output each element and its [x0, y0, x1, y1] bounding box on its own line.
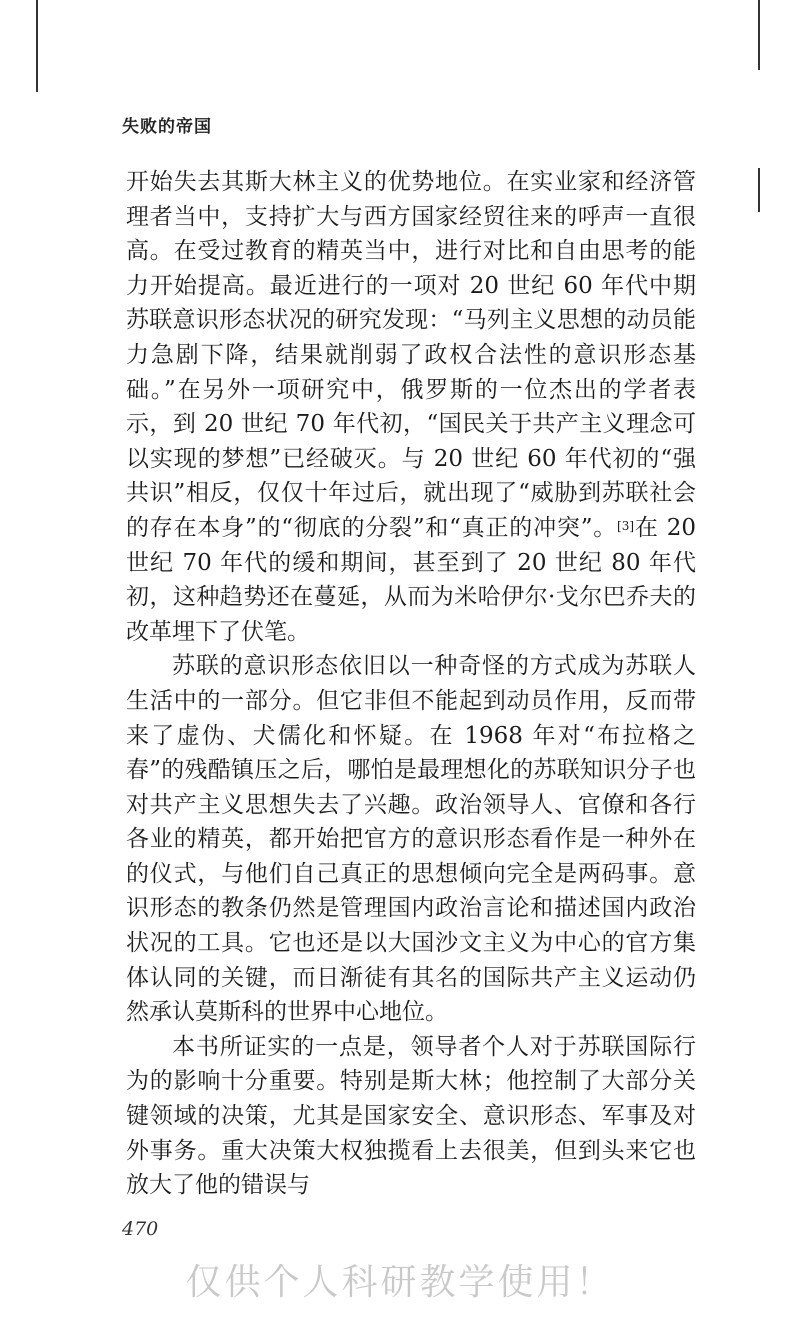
- scan-edge-mark-right-mid: [758, 168, 760, 212]
- footnote-marker[interactable]: [3]: [617, 518, 635, 533]
- paragraph-1: [126, 165, 696, 649]
- watermark-text: 仅供个人科研教学使用！: [185, 1262, 615, 1303]
- scan-edge-mark-left: [36, 0, 38, 92]
- paragraph-2: 苏联的意识形态依旧以一种奇怪的方式成为苏联人生活中的一部分。但它非但不能起到动员作用，反而带来了虚伪、犬儒化和怀疑。在 1968 年对“布拉格之春”的残酷镇压之后，哪怕是最理想化的苏联知识分子也对共产主义思想失去了兴趣。政治领导人、官僚和各行各业的精英，都开始把官方的意识形态看作是一种外在的仪式，与他们自己真正的思想倾向完全是两码事。意识形态的教条仍然是管理国内政治言论和描述国内政治状况的工具。它也还是以大国沙文主义为中心的官方集体认同的关键，而日渐徒有其名的国际共产主义运动仍然承认莫斯科的世界中心地位。: [126, 653, 696, 1026]
- paragraph-3: 本书所证实的一点是，领导者个人对于苏联国际行为的影响十分重要。特别是斯大林；他控制了大部分关键领域的决策，尤其是国家安全、意识形态、军事及对外事务。重大决策大权独揽看上去很美，但到头来它也放大了他的错误与: [126, 1033, 696, 1199]
- paragraph-1-text: 开始失去其斯大林主义的优势地位。在实业家和经济管理者当中，支持扩大与西方国家经贸往来的呼声一直很高。在受过教育的精英当中，进行对比和自由思考的能力开始提高。最近进行的一项对 20 世纪 60 年代中期苏联意识形态状况的研究发现：“马列主义思想的动员能力急剧下降，结果就削弱了政权合法性的意识形态基础。”在另外一项研究中，俄罗斯的一位杰出的学者表示，到 20 世纪 70 年代初，“国民关于共产主义理念可以实现的梦想”已经破灭。与 20 世纪 60 年代初的“强共识”相反，仅仅十年过后，就出现了“威胁到苏联社会的存在本身”的“彻底的分裂”和“真正的冲突”。: [126, 169, 696, 541]
- scan-edge-mark-right: [758, 0, 760, 70]
- paragraph-1-text-continued: 在 20 世纪 70 年代的缓和期间，甚至到了 20 世纪 80 年代初，这种趋势还在蔓延，从而为米哈伊尔·戈尔巴乔夫的改革埋下了伏笔。: [126, 514, 697, 645]
- running-head: 失败的帝国: [122, 117, 212, 137]
- page-number: 470: [122, 1218, 159, 1240]
- body-text: [126, 165, 696, 1203]
